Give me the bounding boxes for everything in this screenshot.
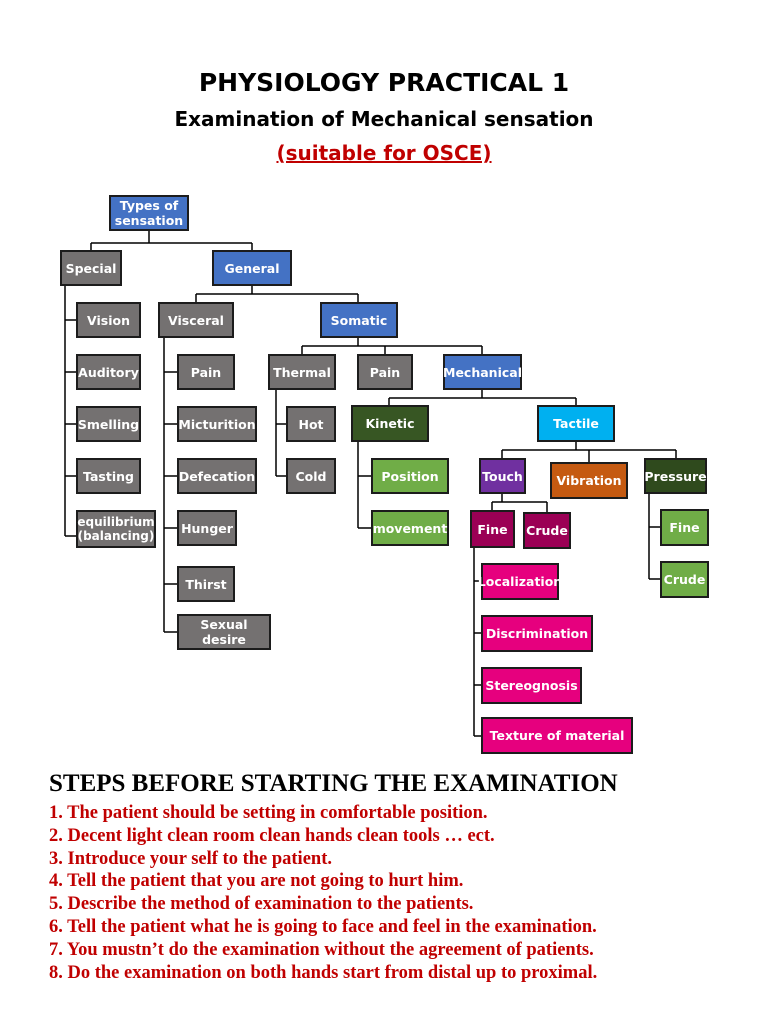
node-visceral: Visceral	[158, 302, 234, 338]
step-item: 2. Decent light clean room clean hands clean tools … ect.	[49, 825, 495, 846]
node-tasting: Tasting	[76, 458, 141, 494]
page-title: PHYSIOLOGY PRACTICAL 1	[198, 68, 570, 97]
page-subtitle: Examination of Mechanical sensation	[174, 107, 594, 131]
node-kinetic: Kinetic	[351, 405, 429, 442]
node-cold: Cold	[286, 458, 336, 494]
node-mechanical: Mechanical	[443, 354, 522, 390]
osce-note: (suitable for OSCE)	[276, 141, 492, 165]
node-fine-touch: Fine	[470, 510, 515, 548]
node-types-of-sensation: Types of sensation	[109, 195, 189, 231]
node-vision: Vision	[76, 302, 141, 338]
node-auditory: Auditory	[76, 354, 141, 390]
node-discrimination: Discrimination	[481, 615, 593, 652]
node-tactile: Tactile	[537, 405, 615, 442]
node-thirst: Thirst	[177, 566, 235, 602]
step-item: 5. Describe the method of examination to the patients.	[49, 894, 474, 915]
node-defecation: Defecation	[177, 458, 257, 494]
steps-heading: STEPS BEFORE STARTING THE EXAMINATION	[49, 770, 618, 797]
node-crude-touch: Crude	[523, 512, 571, 549]
node-touch: Touch	[479, 458, 526, 494]
step-item: 4. Tell the patient that you are not going to hurt him.	[49, 871, 464, 892]
node-stereognosis: Stereognosis	[481, 667, 582, 704]
node-general: General	[212, 250, 292, 286]
step-item: 8. Do the examination on both hands start from distal up to proximal.	[49, 962, 598, 983]
node-hunger: Hunger	[177, 510, 237, 546]
node-fine-pressure: Fine	[660, 509, 709, 546]
node-smelling: Smelling	[76, 406, 141, 442]
node-movement: movement	[371, 510, 449, 546]
node-micturition: Micturition	[177, 406, 257, 442]
node-special: Special	[60, 250, 122, 286]
node-pressure: Pressure	[644, 458, 707, 494]
node-crude-pressure: Crude	[660, 561, 709, 598]
node-vibration: Vibration	[550, 462, 628, 499]
step-item: 3. Introduce your self to the patient.	[49, 848, 332, 869]
node-texture-of-material: Texture of material	[481, 717, 633, 754]
step-item: 7. You mustn’t do the examination without the agreement of patients.	[49, 939, 594, 960]
node-pain-somatic: Pain	[357, 354, 413, 390]
steps-list	[49, 802, 597, 984]
node-hot: Hot	[286, 406, 336, 442]
node-localization: Localization	[481, 563, 559, 600]
node-pain-visceral: Pain	[177, 354, 235, 390]
node-equilibrium: equilibrium (balancing)	[76, 510, 156, 548]
node-position: Position	[371, 458, 449, 494]
step-item: 1. The patient should be setting in comfortable position.	[49, 803, 488, 823]
node-thermal: Thermal	[268, 354, 336, 390]
node-sexual-desire: Sexual desire	[177, 614, 271, 650]
step-item: 6. Tell the patient what he is going to face and feel in the examination.	[49, 916, 597, 937]
node-somatic: Somatic	[320, 302, 398, 338]
